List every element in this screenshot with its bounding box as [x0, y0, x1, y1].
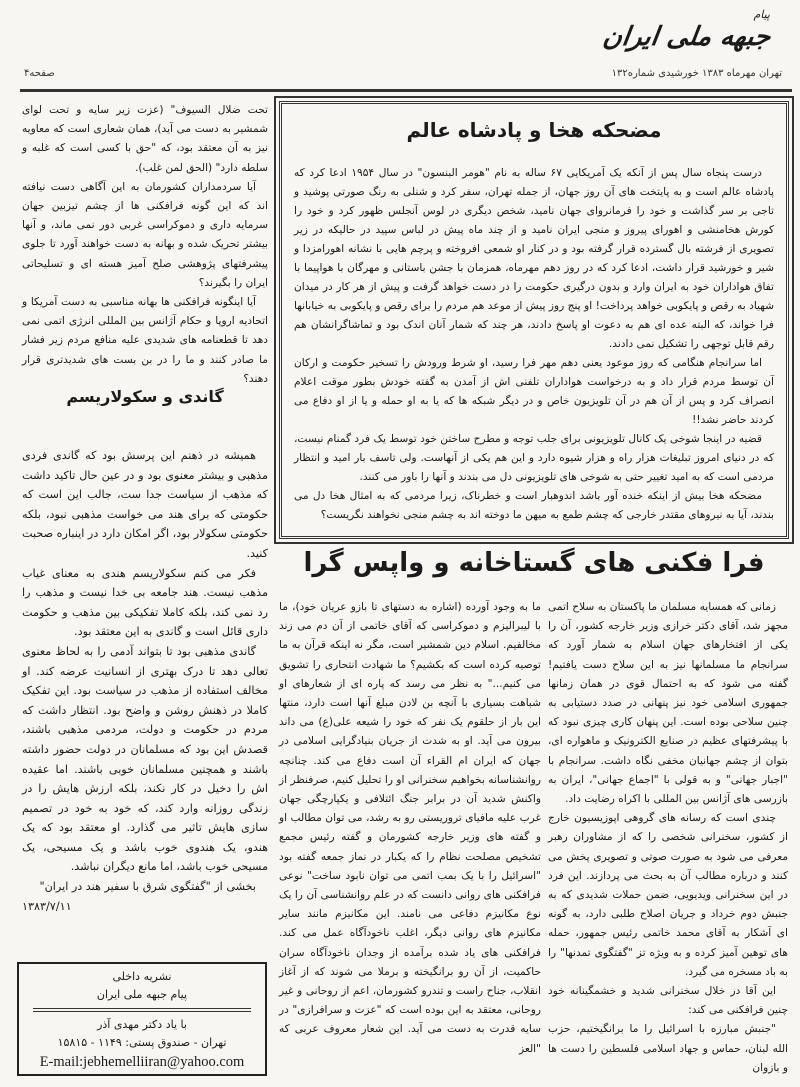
article-paragraph: همیشه در ذهنم این پرسش بود که گاندی فردی مذهبی و بیشتر معنوی بود و در عین حال تاکید داشت که مذهب از سیاست جدا ست، جالب این است که حکومتی که برای هند می خواست مذهبی نبود، بلکه حکومتی سکولار بود، اگر امکان دارد در اینباره صحبت کنید.	[22, 449, 268, 560]
dedication: با یاد دکتر مهدی آذر	[97, 1018, 187, 1031]
article-paragraph: آیا اینگونه فرافکنی ها بهانه مناسبی به دست آمریکا و اتحادیه اروپا و حکام آژانس بین المللی انرژی اتمی نمی دهد تا قطعنامه های شدیدی علیه منافع مردم زیر فشار ما صادر کنند و ما را در بن بست های شدیدتری قرار دهند؟	[22, 296, 268, 385]
double-rule	[33, 1008, 251, 1012]
article-paragraph: فکر می کنم سکولاریسم هندی به معنای غیاب مذهب نیست. هند جامعه بی خدا نیست و مذهب را رد نمی کند، بلکه کاملا تفکیکی بین مذهب و حکومت داری قائل است و گاندی به این معتقد بود.	[22, 566, 268, 639]
po-box: تهران - صندوق پستی: ۱۱۴۹ - ۱۵۸۱۵	[57, 1036, 227, 1049]
header-rule	[20, 89, 792, 92]
logo-title: جبهه ملی ایران	[600, 22, 773, 52]
masthead	[0, 0, 800, 62]
newspaper-logo	[528, 4, 778, 60]
publication-name: پیام جبهه ملی ایران	[96, 988, 188, 1001]
issue-info: تهران مهرماه ۱۳۸۳ خورشیدی شماره۱۳۲	[611, 68, 782, 79]
article-paragraph: آیا سردمداران کشورمان به این آگاهی دست نیافته اند که این گونه فرافکنی ها از چشم تیزبین جهان سرمایه داری و دموکراسی غربی دور نمی ماند، و آنها بیشتر تحریک شده و بهانه به دست خواهند آورد تا جلوی پیشرفتهای پژوهشی صلح آمیز هسته ای و تسلیحاتی ایران را بگیرند؟	[22, 180, 268, 289]
article-paragraph: گاندی مذهبی بود تا بتواند آدمی را به لحاظ معنوی تعالی دهد تا درک بهتری از انسانیت عرضه کند. او مخالف استفاده از مذهب در سیاست بود. این تفکیک کاملا در ذهنش روشن و واضح بود. انتظار داشت که مردم در حکومت و دولت، مردمی مذهبی باشند، قصدش این بود که مسلمانان در دولت حضور داشته باشند و همچنین مسلمانان خوبی باشند. اما عقیده اش را دخیل در کار نکند، بلکه ارزش هایش را در زندگی روزانه وارد کند، که خود به خود در تصمیم سازی هایش تاثیر می گذارد. او معتقد بود که یک هندو، یک هندوی خوب باشد و یک مسیحی، یک مسیحی خوب باشد، اما مانع دیگران نباشد.	[22, 644, 268, 874]
gandhi-article-title: گاندی و سکولاریسم	[66, 387, 224, 406]
publication-info-box	[17, 962, 267, 1076]
boxed-article-title: مضحکه هخا و پادشاه عالم	[406, 118, 662, 142]
article-paragraph: ما به وجود آورده (اشاره به دستهای تا بازو عریان خود)، ما با لیبرالیزم و دموکراسی که آقای خاتمی از آن دم می زند مخالفیم. اسلام دین شمشیر است، مگر نه اینکه قرآن به ما توصیه کرده است که بکشیم؟ ما شهادت انتحاری را تشویق می کنیم..." به نظر می رسد که پاره ای از شعارهای او شباهت بسیاری با آنچه بن لادن مبلغ آنها است دارد، منتها این بار از حلقوم یک نفر که خود را شیعه علی(ع) می داند بیرون می آید. او به شدت از جریان بنیادگرایی اسلامی در جهان که ایران ام القراء آن است دفاع می کند. چنانچه روانشناسانه بخواهیم سخنرانی او را تحلیل کنیم، صرفنظر از واکنش شدید آن در برابر جنگ ائتلافی و یکپارچگی جهان غرب علیه مافیای تروریستی رو به رشد، می توان مطالب او و گفته های وزیر خارجه کشورمان و گفته رئیس مجمع تشخیص مصلحت نظام را که یکبار در نماز جمعه گفته بود "اسرائیل را با یک بمب اتمی می توان نابود ساخت" نوعی فرافکنی های روانی دانست که در علم روانشناسی آن را یک نوع مکانیزم دفاعی می نامند. این مکانیزم مانند سایر مکانیزم های روانی دیگر، اغلب ناخودآگاه عمل می کند. فرافکنی های یاد شده برآمده از وجدان ناخودآگاه سران حاکمیت، از آن رو برانگیخته و برملا می شوند که از آغاز انقلاب، جناح راست و تندرو کشورمان، اعم از روحانی و غیر روحانی، معتقد به این بوده است که "عزت و سرافرازی" در سایه قدرت به دست می آید. این شعار معروف عربی که "العز	[279, 601, 541, 1055]
boxed-paragraph: مضحکه هخا بیش از اینکه خنده آور باشد اندوهبار است و خطرناک، زیرا مردمی که به امثال هخا دل می بندند، آیا به نیروهای مقتدر خارجی که چشم طمع به میهن ما دوخته اند به چشم منجی نخواهند نگریست؟	[294, 490, 774, 521]
article-date: ۱۳۸۳/۷/۱۱	[22, 899, 72, 913]
article-source: بخشی از "گفتگوی شرق با سفیر هند در ایران"	[39, 880, 256, 894]
email-address: E-mail:jebhemelliiran@yahoo.com	[39, 1054, 245, 1070]
article-paragraph: چندی است که رسانه های گروهی اپوزیسیون خارج از کشور، سخنرانی شخصی را که از مشاوران رهبر معرفی می شود به صورت صوتی و تصویری پخش می کنند و درباره مطالب آن به بحث می پردازند. این فرد در این سخنرانی ویدیویی، ضمن حملات شدیدی که به جنبش دوم خرداد و جریان اصلاح طلبی دارد، به گونه ای آشکار به آقای محمد خاتمی رئیس جمهور، حمله های توهین آمیز کرده و به ویژه تز "گفتگوی تمدنها" را به باد مسخره می گیرد.	[548, 812, 788, 978]
logo-small-text: پیام	[753, 8, 770, 21]
main-article-middle-column	[279, 598, 541, 1059]
main-article-right-column	[548, 598, 788, 1078]
boxed-paragraph: اما سرانجام هنگامی که روز موعود یعنی دهم مهر فرا رسید، او شرط ورودش را تسخیر حکومت و ارکان آن توسط مردم قرار داد و به درخواست هواداران تلفنی اش از آمدن به گفته خودش بطور موقت اعلام انصراف کرد و پس از آن هم در آن تلویزیون خاص و در دیگر شبکه ها که یا به او حمله و یا از او دفاع می کردند حاضر نشد!!	[294, 357, 774, 426]
boxed-paragraph: درست پنجاه سال پس از آنکه یک آمریکایی ۶۷ ساله به نام "هومر البنسون" در سال ۱۹۵۴ ادعا کرد که پادشاه عالم است و به پایتخت های آن روز جهان، از جمله تهران، سفر کرد و شنلی به رنگ صورتی پوشید و تاجی بر سر گذاشت و خود را فرمانروای جهان نامید، شخص دیگری در لوس آنجلس ظهور کرد و خود را کورش هخامنشی و اهورای پیروز و منجی ایران نامید و از چند ماه پیش در لباس سپید در حالیکه در زیر تصویری از فرشته بال گسترده قرار گرفته بود و در کنار او شمعی افروخته و پرچم هایی با نشانه اهورامزدا و شیر و خورشید قرار داشت، ادعا کرد که در روز دهم مهرماه، همزمان با جشن باستانی و مهرگان با هواپیما با تفاق هواداران خود به ایران وارد و بدون درگیری حکومت را در دست خواهد گرفت و پیش از هر کار در میدان شهیاد به رقص و پایکوبی خواهد پرداخت! او پنج روز پیش از موعد هم مردم را برای رقص و پایکوبی به خیابانها فرا خواند، که البته عده ای هم به دعوت او پاسخ دادند، هر چند که شمار آنان اندک بود و تماشاگرانشان هم رقم قابل توجهی را تشکیل نمی دادند.	[294, 167, 774, 350]
dateline	[20, 64, 792, 86]
left-column-continuation	[22, 101, 268, 389]
boxed-article	[279, 101, 789, 539]
article-paragraph: زمانی که همسایه مسلمان ما پاکستان به سلاح اتمی مجهز شد، آقای دکتر خرازی وزیر خارجه کشور، آن را یکی از افتخارهای جهان اسلام به شمار آورد که سرانجام ما مسلمانها نیز به این سلاح دست یافتیم! گفته می شود که به احتمال قوی در همان زمانها جمهوری اسلامی خود نیز پنهانی در صدد دستیابی به چنین سلاحی بوده است. این پنهان کاری چیزی نبود که با پیشرفتهای عظیم در صنایع الکترونیک و ماهواره ای، بتوان از چشم جهانیان مخفی نگاه داشت. سرانجام با "اجبار جهانی" و به قولی با "اجماع جهانی"، ایران به بازرسی های آژانس بین المللی با اکراه رضایت داد.	[548, 601, 788, 806]
article-paragraph: این آقا در خلال سخنرانی شدید و خشمگینانه خود چنین فرافکنی می کند:	[548, 985, 788, 1017]
article-paragraph: تحت ضلال السیوف" (عزت زیر سایه و تحت لوای شمشیر به دست می آید)، همان شعاری است که معاویه نیز به آن معتقد بود، که "حق با کسی است که غلبه و سلطه دارد" (الحق لمن غلب).	[22, 104, 268, 174]
boxed-paragraph: قضیه در اینجا شوخی یک کانال تلویزیونی برای جلب توجه و مطرح ساختن خود توسط یک فرد گمنام نیست، که در دنیای امروز تبلیغات هزار راه و هزار شیوه دارد و این هم یکی از آنهاست. ولی تاسف بار امید و انتظار مردمی است که به امید تغییر حتی به شوخی های تلویزیونی دل می بندند و آنها را باور می کنند.	[294, 433, 774, 483]
article-paragraph: "جنبش مبارزه با اسرائیل را ما برانگیختیم، حزب الله لبنان، حماس و جهاد اسلامی فلسطین را دست ها و بازوان	[548, 1023, 788, 1074]
page-number: صفحه۴	[24, 68, 55, 79]
main-article-title: فرا فکنی های گستاخانه و واپس گرا	[303, 548, 765, 578]
publication-type: نشریه داخلی	[112, 970, 172, 983]
gandhi-article	[22, 446, 268, 916]
